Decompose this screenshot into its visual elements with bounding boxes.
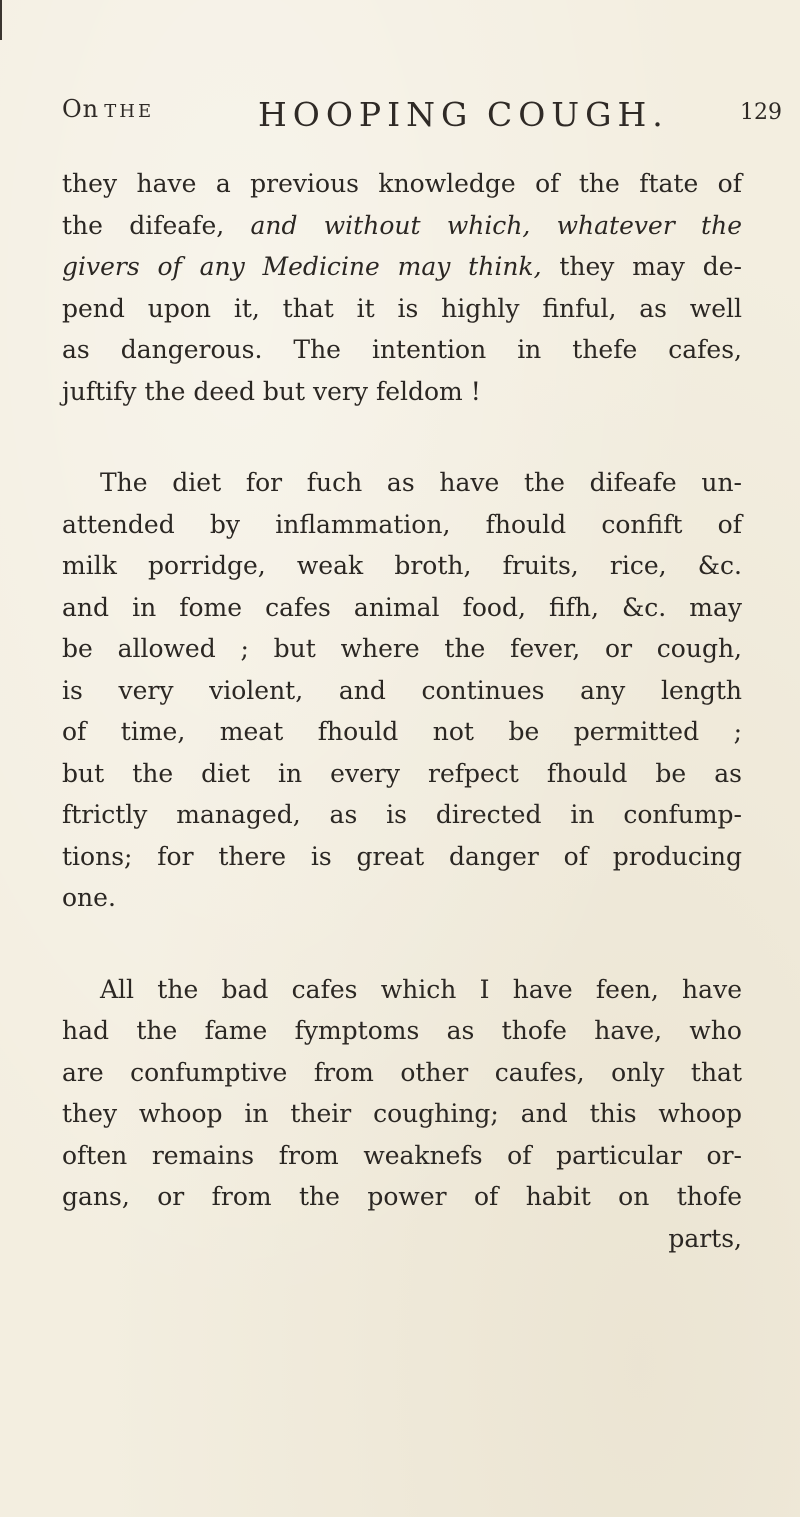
text-line: All the bad cafes which I have feen, have — [100, 974, 742, 1004]
text-line: be allowed ; but where the fever, or cough, — [62, 634, 742, 663]
text-line: often remains from weaknefs of particular or- — [62, 1140, 742, 1170]
text-line: The diet for fuch as have the difeafe un- — [100, 468, 742, 497]
header-title-hooping: HOOPING — [258, 95, 474, 134]
text-line — [62, 246, 742, 288]
text-line: of time, meat fhould not be permitted ; — [62, 717, 742, 746]
italic-text: givers of any Medicine may think, — [62, 252, 542, 281]
page-edge-mark — [0, 0, 8, 40]
header-title-cough: COUGH. — [487, 95, 669, 134]
text-line: is very violent, and continues any length — [62, 675, 742, 705]
header-prefix — [62, 95, 154, 123]
catchword: parts, — [668, 1223, 742, 1253]
header-on: On — [62, 95, 100, 123]
text-line: and in fome cafes animal food, fifh, &c. may — [62, 592, 742, 622]
header-the: THE — [104, 101, 155, 122]
text-line: gans, or from the power of habit on thofe — [62, 1182, 742, 1211]
paragraph-2 — [62, 462, 742, 919]
page-number: 129 — [740, 100, 782, 125]
text-line: they whoop in their coughing; and this whoop — [62, 1099, 742, 1128]
text-line — [62, 205, 742, 247]
text-line: as dangerous. The intention in thefe cafes, — [62, 335, 742, 364]
body-text — [62, 163, 742, 1259]
italic-text: and without which, whatever the — [250, 210, 742, 240]
text-line: are confumptive from other caufes, only that — [62, 1057, 742, 1087]
text-line: tions; for there is great danger of producing — [62, 841, 742, 871]
text-line: one. — [62, 883, 116, 912]
text-line: they have a previous knowledge of the ftate of — [62, 169, 742, 198]
text-line: but the diet in every refpect fhould be as — [62, 758, 742, 788]
text-line: had the fame fymptoms as thofe have, who — [62, 1016, 742, 1045]
running-header — [62, 95, 782, 145]
text-line: pend upon it, that it is highly finful, as well — [62, 293, 742, 323]
text-line: attended by inflammation, fhould confift of — [62, 509, 742, 539]
text-segment: the difeafe, — [62, 210, 225, 240]
text-line: juftify the deed but very feldom ! — [62, 376, 481, 406]
text-segment: they may de- — [559, 252, 742, 281]
text-line: milk porridge, weak broth, fruits, rice, &c. — [62, 551, 742, 580]
paragraph-1 — [62, 163, 742, 412]
paragraph-3 — [62, 969, 742, 1218]
text-line: ftrictly managed, as is directed in confump- — [62, 800, 742, 829]
